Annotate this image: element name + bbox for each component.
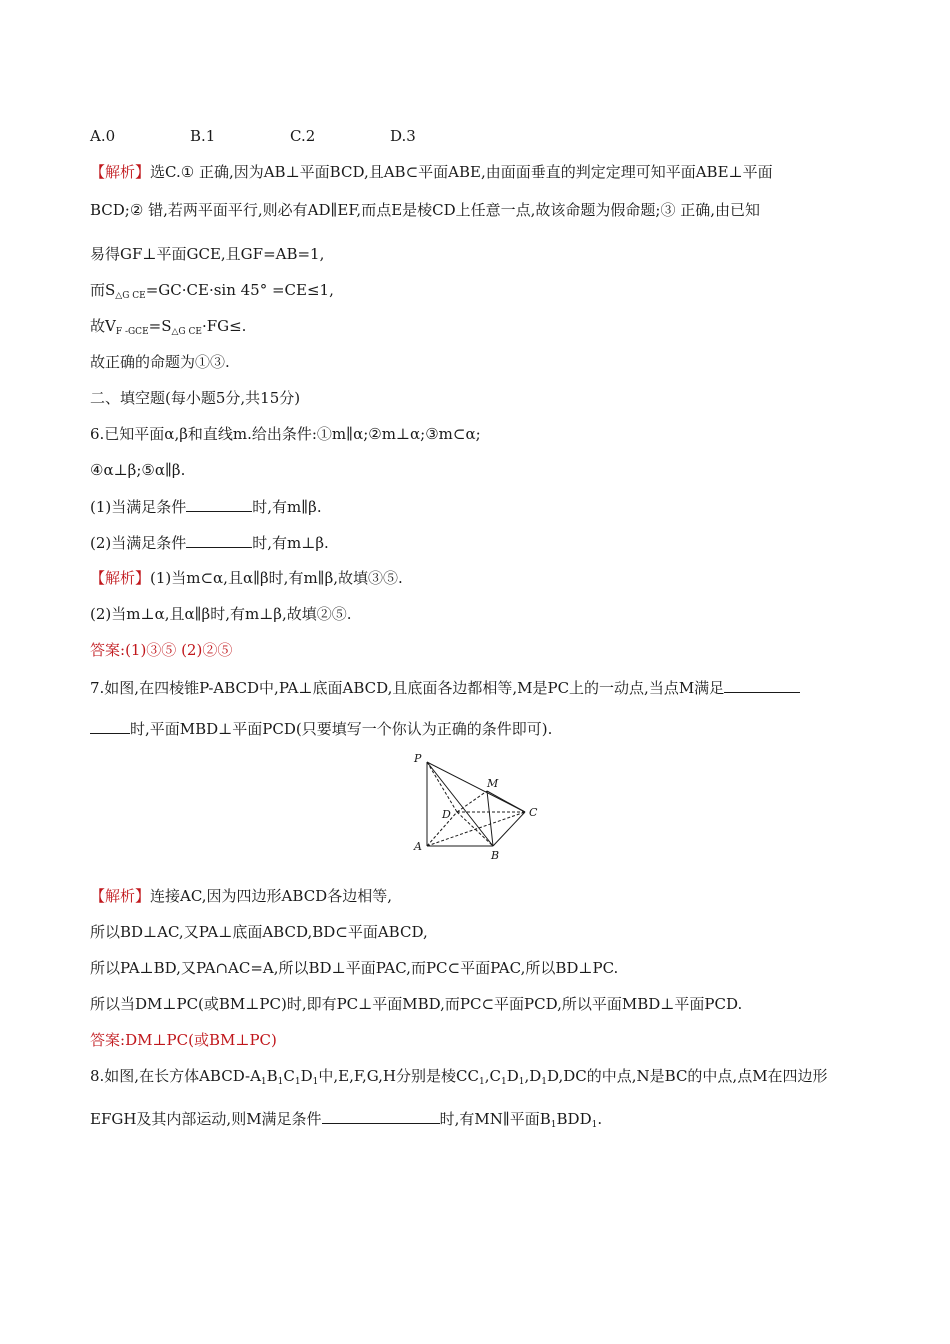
q7-stem-line-1: 7.如图,在四棱锥P-ABCD中,PA⊥底面ABCD,且底面各边都相等,M是PC上的一动点,当点M满足 bbox=[90, 677, 870, 698]
q5-solution-line-6: 故正确的命题为①③. bbox=[90, 353, 230, 371]
q7-solution-line-3: 所以PA⊥BD,又PA∩AC=A,所以BD⊥平面PAC,而PC⊂平面PAC,所以BD⊥PC. bbox=[90, 959, 619, 977]
answer-options bbox=[90, 126, 870, 146]
q7-solution-line-4: 所以当DM⊥PC(或BM⊥PC)时,即有PC⊥平面MBD,而PC⊂平面PCD,所以平面MBD⊥平面PCD. bbox=[90, 995, 743, 1013]
label-m: M bbox=[487, 777, 499, 790]
label-a: A bbox=[414, 840, 422, 853]
option-d: D.3 bbox=[390, 127, 416, 145]
label-c: C bbox=[529, 806, 538, 819]
pyramid-diagram bbox=[405, 750, 550, 865]
q5-solution-line-3: 易得GF⊥平面GCE,且GF=AB=1, bbox=[90, 245, 325, 263]
q6-stem-line-2: ④α⊥β;⑤α∥β. bbox=[90, 461, 186, 479]
option-b: B.1 bbox=[190, 127, 216, 145]
q6-stem-line-1: 6.已知平面α,β和直线m.给出条件:①m∥α;②m⊥α;③m⊂α; bbox=[90, 425, 481, 443]
q7-solution-line-2: 所以BD⊥AC,又PA⊥底面ABCD,BD⊂平面ABCD, bbox=[90, 923, 428, 941]
pyramid-figure bbox=[405, 750, 550, 865]
fill-blank bbox=[186, 532, 252, 548]
fill-blank bbox=[724, 677, 800, 693]
q7-stem-line-2: 时,平面MBD⊥平面PCD(只要填写一个你认为正确的条件即可). bbox=[90, 718, 870, 739]
label-b: B bbox=[491, 849, 500, 862]
q5-solution-line-1: 【解析】选C.① 正确,因为AB⊥平面BCD,且AB⊂平面ABE,由面面垂直的判定定理可知平面ABE⊥平面 bbox=[90, 163, 773, 181]
q5-solution-line-2: BCD;② 错,若两平面平行,则必有AD∥EF,而点E是棱CD上任意一点,故该命题为假命题;③ 正确,由已知 bbox=[90, 201, 761, 219]
q7-solution-line-1: 【解析】连接AC,因为四边形ABCD各边相等, bbox=[90, 887, 392, 905]
q6-part-1: (1)当满足条件 时,有m∥β. bbox=[90, 498, 322, 516]
option-c: C.2 bbox=[290, 127, 316, 145]
q6-solution-line-2: (2)当m⊥α,且α∥β时,有m⊥β,故填②⑤. bbox=[90, 605, 352, 623]
label-p: P bbox=[414, 752, 422, 765]
section-heading: 二、填空题(每小题5分,共15分) bbox=[90, 389, 301, 407]
q8-stem-line-1: 8.如图,在长方体ABCD-$A_1B_1C_1D_1$中,E,F,G,H分别是棱$CC_1,C_1D_1,D_1D,DC$的中点,N是BC的中点,点M在四边形 bbox=[90, 1067, 828, 1087]
q6-part-2: (2)当满足条件 时,有m⊥β. bbox=[90, 534, 329, 552]
q7-answer: 答案:DM⊥PC(或BM⊥PC) bbox=[90, 1031, 277, 1049]
fill-blank bbox=[90, 718, 130, 734]
label-d: D bbox=[442, 808, 451, 821]
q6-solution-line-1: 【解析】(1)当m⊂α,且α∥β时,有m∥β,故填③⑤. bbox=[90, 569, 403, 587]
option-a: A.0 bbox=[90, 127, 116, 145]
q6-answer: 答案:(1)③⑤ (2)②⑤ bbox=[90, 641, 233, 659]
q5-solution-line-4: 而$S_{\triangle G CE}=GC\cdot CE\cdot\sin$ 45° =CE≤1, bbox=[90, 281, 334, 301]
fill-blank bbox=[186, 496, 252, 512]
q5-solution-line-5: 故$V_{F -GCE}=S_{\triangle G CE}\cdot FG\le$. bbox=[90, 317, 247, 337]
q8-stem-line-2: EFGH及其内部运动,则M满足条件 时,有MN∥平面$B_1BDD_1$. bbox=[90, 1110, 603, 1130]
jiexi-label: 【解析】 bbox=[90, 163, 151, 181]
fill-blank bbox=[322, 1108, 440, 1124]
